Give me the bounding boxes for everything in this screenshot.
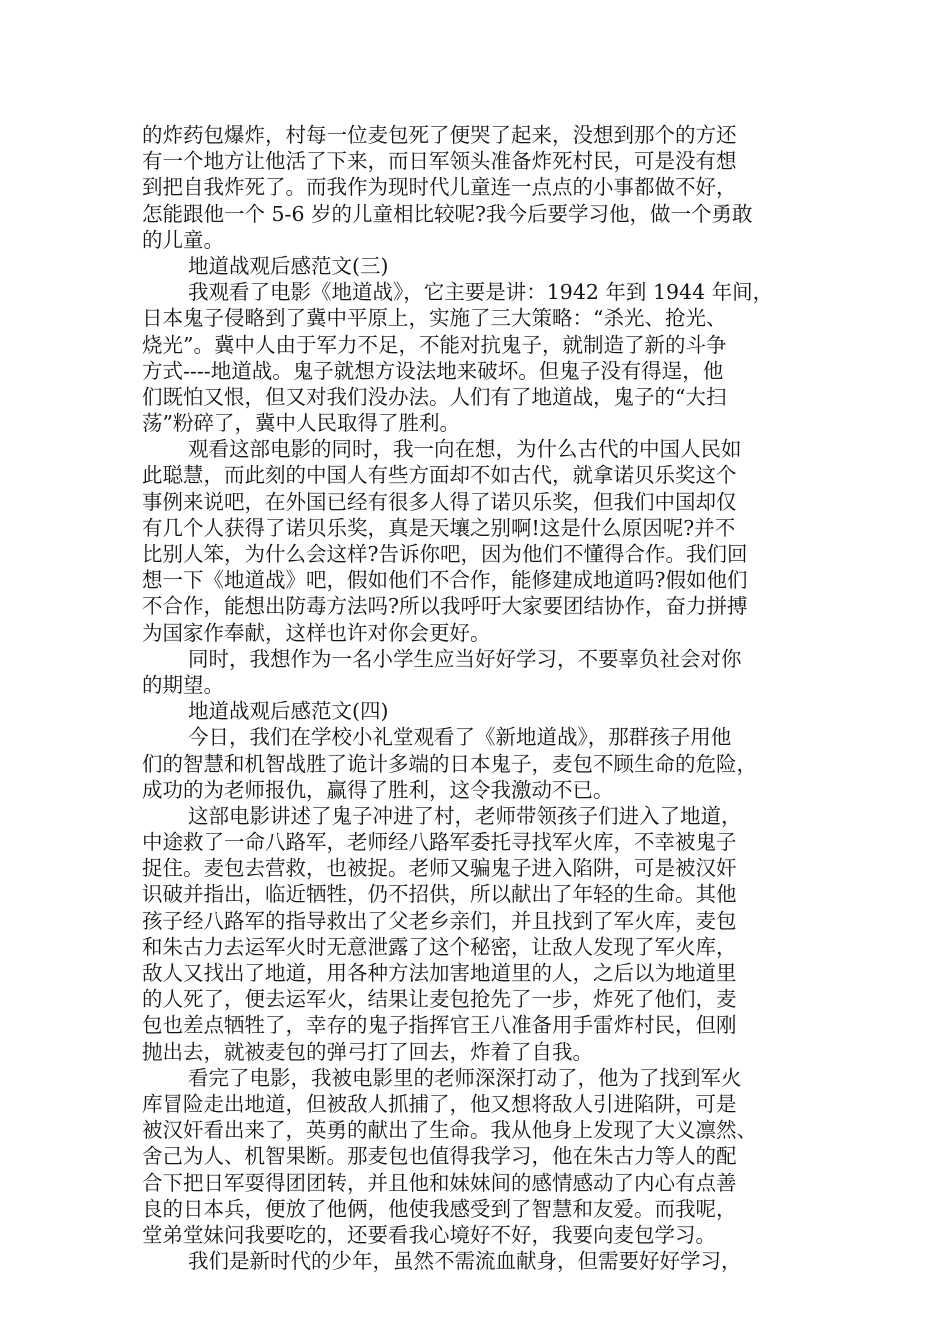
text-line: 我观看了电影《地道战》，它主要是讲：1942 年到 1944 年间，: [188, 280, 774, 305]
text-line: 观看这部电影的同时，我一向在想，为什么古代的中国人民如: [188, 437, 742, 462]
text-line: 和朱古力去运军火时无意泄露了这个秘密，让敌人发现了军火库，: [142, 934, 737, 959]
text-line: 到把自我炸死了。而我作为现时代儿童连一点点的小事都做不好，: [142, 175, 737, 200]
text-line: 们既怕又恨，但又对我们没办法。人们有了地道战，鬼子的“大扫: [142, 384, 727, 409]
text-line: 荡”粉碎了，冀中人民取得了胜利。: [142, 411, 460, 436]
text-line: 此聪慧，而此刻的中国人有些方面却不如古代，就拿诺贝乐奖这个: [142, 463, 737, 488]
text-line: 成功的为老师报仇，赢得了胜利，这令我激动不已。: [142, 777, 614, 802]
text-line: 的炸药包爆炸，村每一位麦包死了便哭了起来，没想到那个的方还: [142, 123, 737, 147]
text-line: 抛出去，就被麦包的弹弓打了回去，炸着了自我。: [142, 1039, 593, 1064]
text-line: 捉住。麦包去营救，也被捉。老师又骗鬼子进入陷阱，可是被汉奸: [142, 856, 737, 881]
text-line: 库冒险走出地道，但被敌人抓捕了，他又想将敌人引进陷阱，可是: [142, 1091, 737, 1116]
text-line: 不合作，能想出防毒方法吗?所以我呼吁大家要团结协作，奋力拼搏: [142, 594, 748, 619]
text-line: 为国家作奉献，这样也许对你会更好。: [142, 620, 491, 645]
document-body: [142, 122, 812, 1274]
text-line: 良的日本兵，便放了他俩，他使我感受到了智慧和友爱。而我呢，: [142, 1196, 737, 1221]
text-line: 有几个人获得了诺贝乐奖，真是天壤之别啊!这是什么原因呢?并不: [142, 515, 736, 540]
text-line: 地道战观后感范文(三): [188, 253, 389, 278]
text-line: 今日，我们在学校小礼堂观看了《新地道战》，那群孩子用他: [188, 725, 732, 750]
text-line: 同时，我想作为一名小学生应当好好学习，不要辜负社会对你: [188, 646, 742, 671]
text-line: 的人死了，便去运军火，结果让麦包抢先了一步，炸死了他们，麦: [142, 987, 737, 1012]
text-line: 日本鬼子侵略到了冀中平原上，实施了三大策略：“杀光、抢光、: [142, 306, 727, 331]
text-line: 方式----地道战。鬼子就想方设法地来破坏。但鬼子没有得逞，他: [142, 358, 724, 383]
text-line: 敌人又找出了地道，用各种方法加害地道里的人，之后以为地道里: [142, 961, 737, 985]
text-line: 烧光”。冀中人由于军力不足，不能对抗鬼子，就制造了新的斗争: [142, 332, 727, 357]
text-line: 有一个地方让他活了下来，而日军领头准备炸死村民，可是没有想: [142, 149, 737, 174]
text-line: 想一下《地道战》吧，假如他们不合作，能修建成地道吗?假如他们: [142, 568, 748, 593]
text-line: 舍己为人、机智果断。那麦包也值得我学习，他在朱古力等人的配: [142, 1144, 737, 1169]
text-line: 看完了电影，我被电影里的老师深深打动了，他为了找到军火: [188, 1065, 742, 1090]
text-line: 中途救了一命八路军，老师经八路军委托寻找军火库，不幸被鬼子: [142, 830, 737, 855]
text-line: 堂弟堂妹问我要吃的，还要看我心境好不好，我要向麦包学习。: [142, 1222, 716, 1247]
text-line: 这部电影讲述了鬼子冲进了村，老师带领孩子们进入了地道，: [188, 803, 742, 828]
text-line: 孩子经八路军的指导救出了父老乡亲们，并且找到了军火库，麦包: [142, 908, 737, 933]
text-line: 事例来说吧，在外国已经有很多人得了诺贝乐奖，但我们中国却仅: [142, 489, 737, 514]
text-line: 识破并指出，临近牺牲，仍不招供，所以献出了年轻的生命。其他: [142, 882, 737, 907]
text-line: 的期望。: [142, 672, 224, 697]
text-line: 包也差点牺牲了，幸存的鬼子指挥官王八准备用手雷炸村民，但刚: [142, 1013, 737, 1038]
text-line: 被汉奸看出来了，英勇的献出了生命。我从他身上发现了大义凛然、: [142, 1118, 757, 1143]
text-line: 怎能跟他一个 5-6 岁的儿童相比较呢?我今后要学习他，做一个勇敢: [142, 201, 753, 226]
text-line: 们的智慧和机智战胜了诡计多端的日本鬼子，麦包不顾生命的危险，: [142, 751, 757, 776]
text-line: 我们是新时代的少年，虽然不需流血献身，但需要好好学习，: [188, 1249, 742, 1274]
text-line: 合下把日军耍得团团转，并且他和妹妹间的感情感动了内心有点善: [142, 1170, 737, 1195]
text-line: 地道战观后感范文(四): [188, 699, 389, 724]
text-line: 的儿童。: [142, 227, 224, 252]
text-line: 比别人笨，为什么会这样?告诉你吧，因为他们不懂得合作。我们回: [142, 542, 748, 566]
